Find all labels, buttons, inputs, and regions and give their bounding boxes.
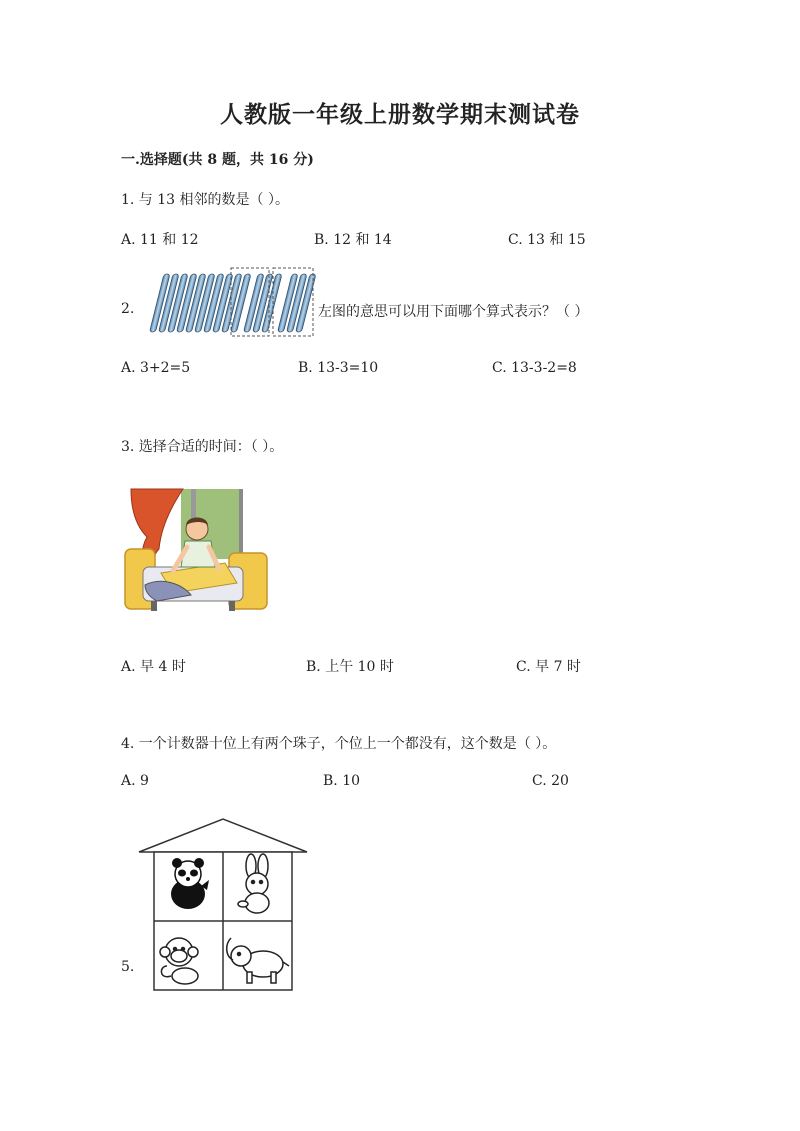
question-2-number: 2. — [121, 301, 135, 317]
boy-making-bed-illustration — [121, 487, 271, 615]
question-1-option-b[interactable]: B. 12 和 14 — [314, 232, 392, 248]
question-4-text: 4. 一个计数器十位上有两个珠子，个位上一个都没有，这个数是（ ）。 — [121, 736, 557, 752]
question-3-option-c[interactable]: C. 早 7 时 — [516, 659, 581, 675]
question-3-option-b[interactable]: B. 上午 10 时 — [306, 659, 394, 675]
section-heading: 一.选择题(共 8 题，共 16 分) — [121, 152, 314, 168]
question-2-option-c[interactable]: C. 13-3-2=8 — [492, 360, 577, 376]
question-3-option-a[interactable]: A. 早 4 时 — [121, 659, 186, 675]
counting-sticks-figure — [142, 266, 317, 338]
question-4-option-b[interactable]: B. 10 — [323, 773, 361, 789]
question-1-option-a[interactable]: A. 11 和 12 — [121, 232, 199, 248]
question-1-text: 1. 与 13 相邻的数是（ ）。 — [121, 192, 289, 208]
stick-bundle — [150, 274, 316, 332]
question-2-text: 左图的意思可以用下面哪个算式表示？（ ） — [318, 304, 589, 320]
page-title: 人教版一年级上册数学期末测试卷 — [220, 101, 580, 128]
house-roof — [139, 819, 307, 852]
question-4-option-a[interactable]: A. 9 — [121, 773, 149, 789]
question-1-option-c[interactable]: C. 13 和 15 — [508, 232, 586, 248]
question-3-text: 3. 选择合适的时间：（ ）。 — [121, 439, 284, 455]
question-4-option-c[interactable]: C. 20 — [532, 773, 569, 789]
animal-house-figure — [137, 816, 309, 994]
question-2-option-b[interactable]: B. 13-3=10 — [298, 360, 379, 376]
question-5-number: 5. — [121, 959, 135, 975]
question-2-option-a[interactable]: A. 3+2=5 — [121, 360, 191, 376]
